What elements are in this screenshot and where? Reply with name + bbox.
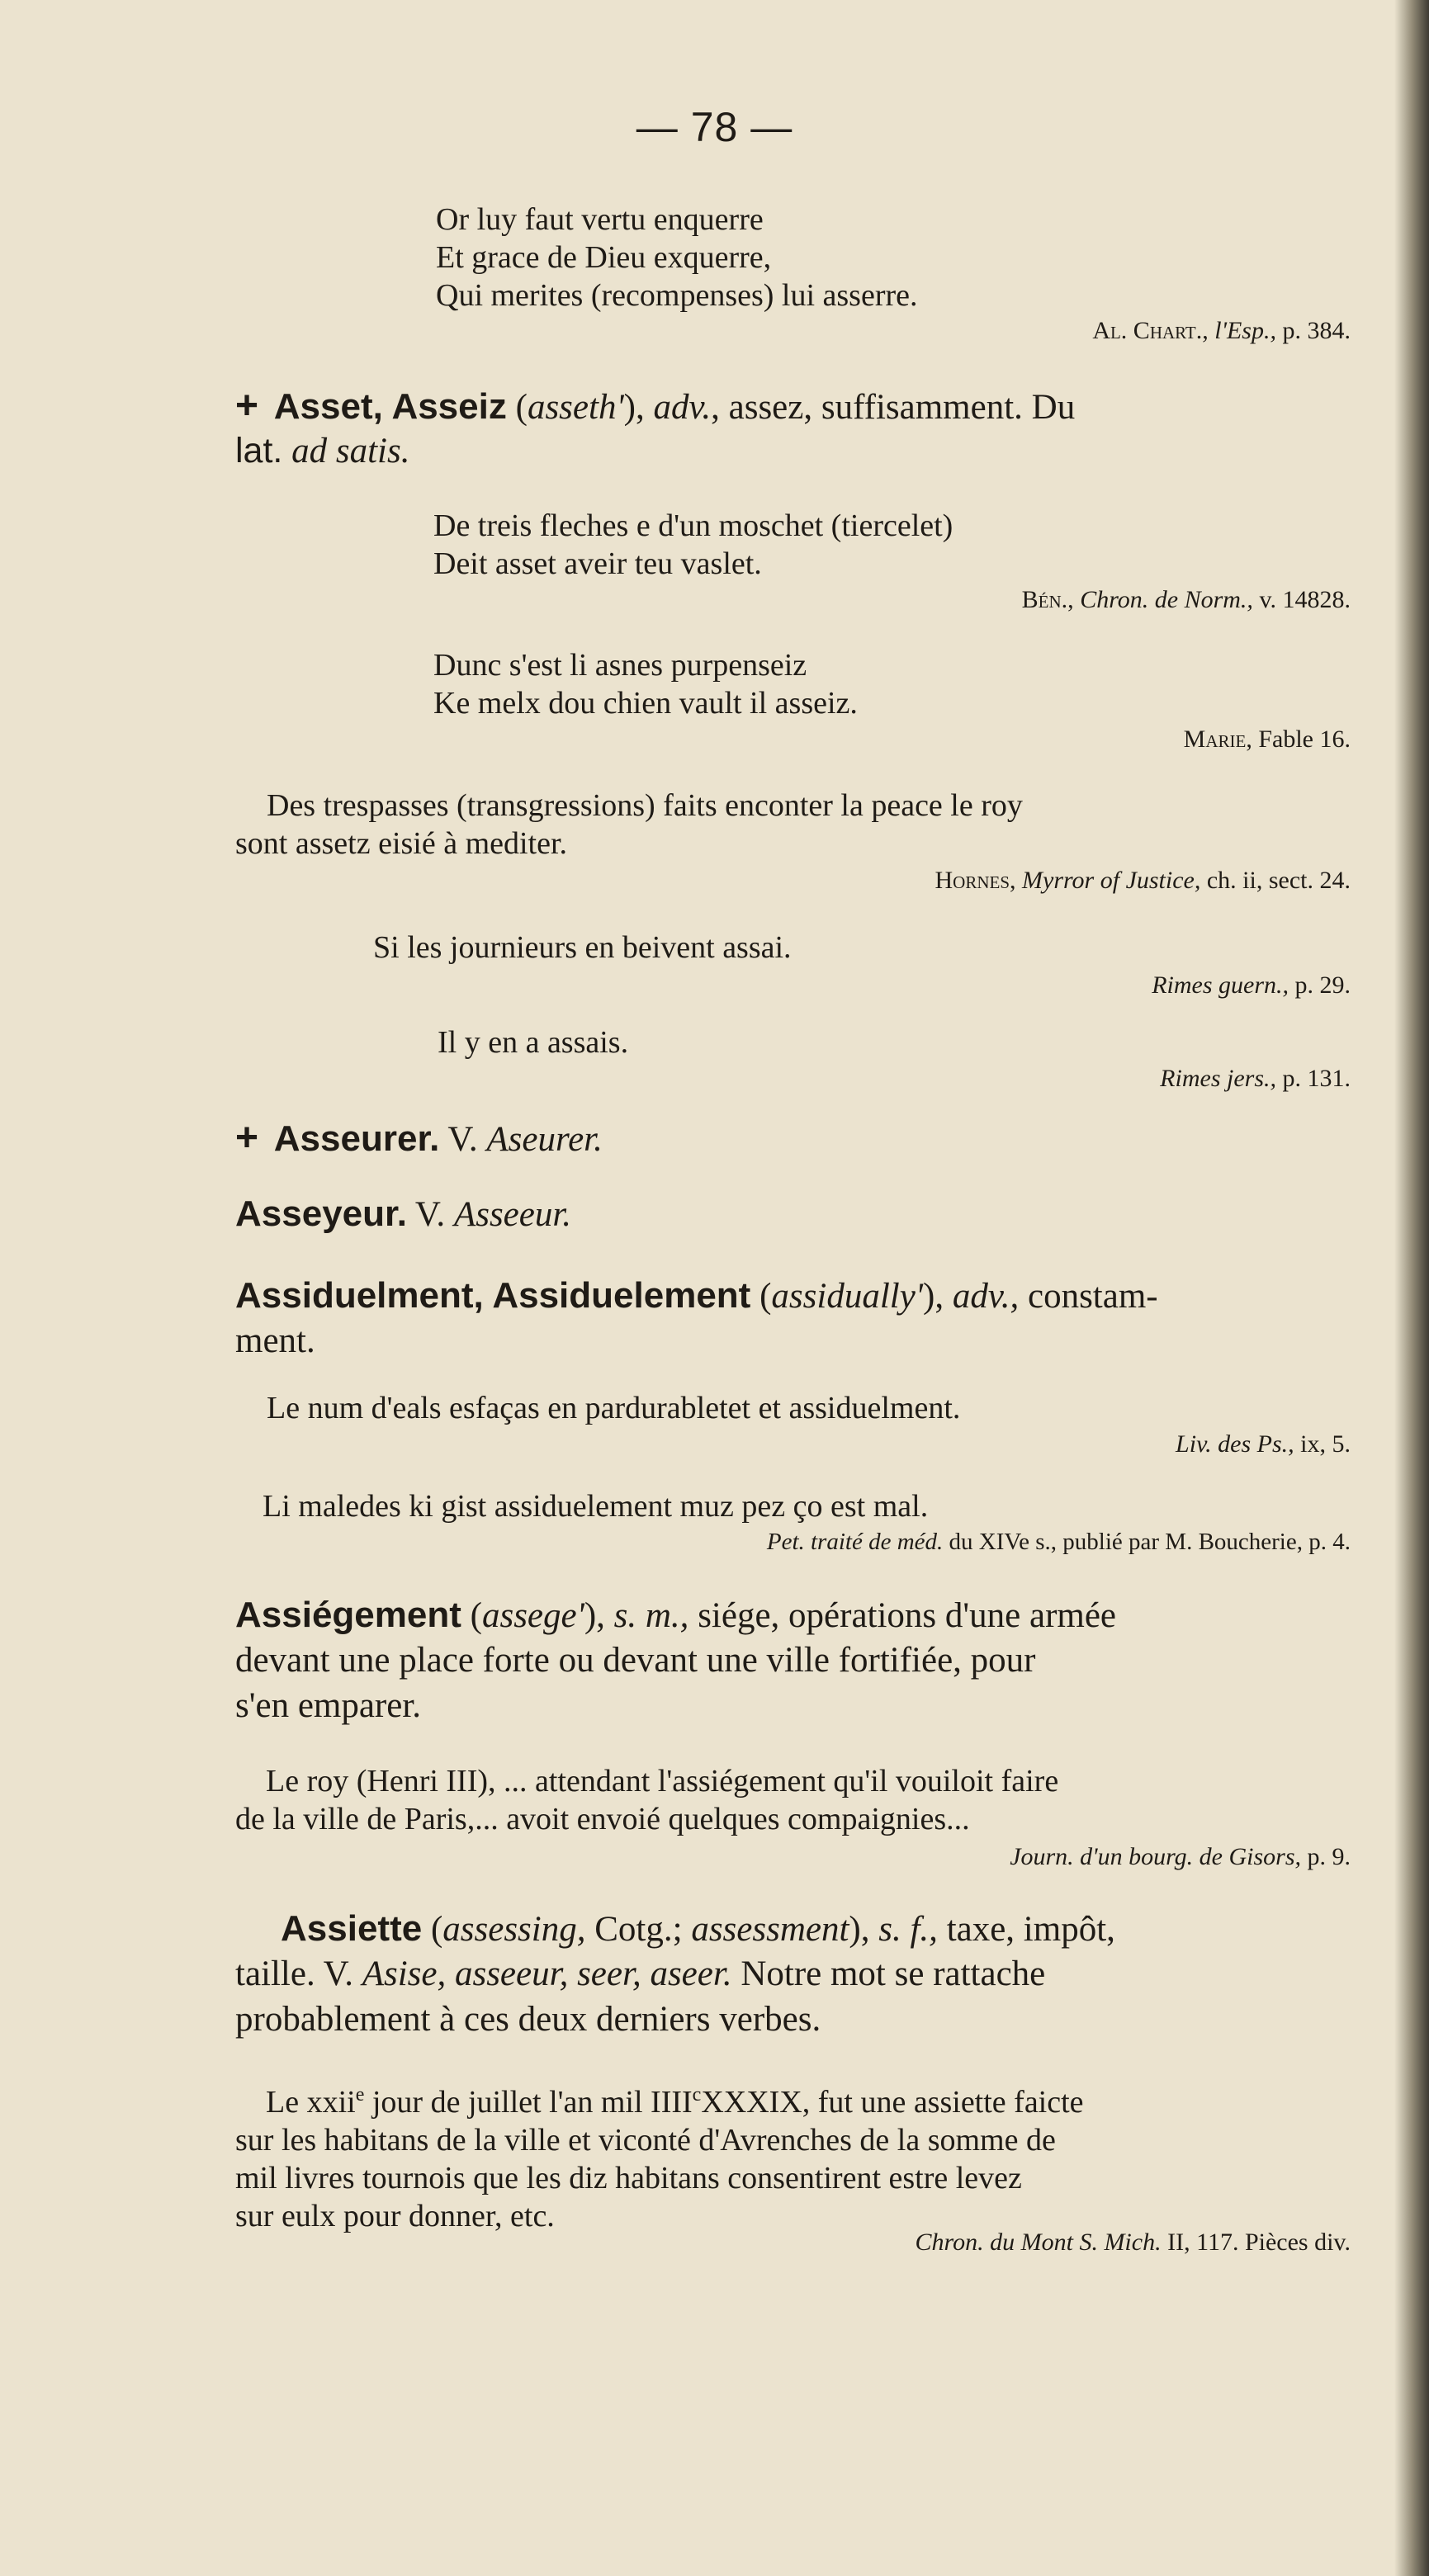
cross-reference: Aseurer.	[486, 1120, 603, 1159]
quote-text: jour de juillet l'an mil IIII	[371, 2085, 693, 2120]
cross-reference: Asise, asseeur, seer, aseer.	[362, 1954, 732, 1993]
source-journ-bourg	[1010, 1843, 1351, 1871]
quote-hornes	[235, 787, 1023, 863]
source-work: Myrror of Justice,	[1022, 867, 1201, 894]
cross-reference: Asseeur.	[453, 1195, 572, 1234]
quote-line: Ke melx dou chien vault il asseiz.	[433, 686, 858, 721]
quote-al-chart	[436, 201, 918, 314]
source-mont-st-mich	[916, 2229, 1351, 2257]
source-work: Rimes guern.,	[1152, 971, 1289, 999]
quote-line: Si les journieurs en beivent assai.	[373, 930, 792, 965]
entry-assiduelment-line2	[235, 1319, 315, 1364]
see-also: V.	[447, 1120, 478, 1159]
source-ref: p. 384.	[1282, 317, 1351, 344]
source-work: Pet. traité de méd.	[766, 1529, 944, 1555]
source-ref: p. 29.	[1294, 971, 1351, 999]
see-also: V.	[414, 1195, 446, 1234]
quote-line: sont assetz eisié à mediter.	[235, 826, 568, 861]
entry-assiduelment: Assiduelment, Assiduelement (assidually'), adv., constam-	[235, 1275, 1158, 1316]
entry-assiegement-line3	[235, 1684, 421, 1728]
quote-line: Et grace de Dieu exquerre,	[436, 240, 772, 275]
source-work: l'Esp.,	[1214, 317, 1276, 344]
entry-assiette-line2	[235, 1952, 1045, 1997]
quote-line: Des trespasses (transgressions) faits enconter la peace le roy	[267, 788, 1023, 823]
quote-ben	[433, 507, 953, 583]
entry-asseurer	[235, 1116, 603, 1162]
quote-line: de la ville de Paris,... avoit envoié quelques compaignies...	[235, 1802, 970, 1836]
definition: s'en emparer.	[235, 1686, 422, 1725]
headword: Assiduelment, Assiduelement	[235, 1275, 751, 1316]
superscript: c	[692, 2084, 702, 2106]
quote-mont-st-mich	[235, 2076, 1084, 2235]
entry-asseyeur	[235, 1192, 571, 1237]
quote-rimes-jers	[438, 1023, 628, 1061]
headword: Assiette	[281, 1908, 423, 1949]
entry-asset-line2	[235, 428, 410, 474]
source-author: Hornes,	[935, 867, 1016, 894]
superscript: e	[355, 2084, 365, 2106]
source-author: Bén.,	[1021, 586, 1074, 613]
page-number: — 78 —	[636, 104, 793, 150]
entry-assiette: Assiette (assessing, Cotg.; assessment), s. f., taxe, impôt,	[281, 1908, 1115, 1949]
source-work: Liv. des Ps.,	[1176, 1430, 1294, 1458]
cross-marker: +	[235, 1116, 259, 1160]
source-marie	[1184, 726, 1351, 754]
definition: devant une place forte ou devant une ville fortifiée, pour	[235, 1641, 1036, 1680]
quote-text: Le xxii	[266, 2085, 356, 2120]
grammar: adv.	[653, 388, 712, 427]
source-work: Rimes jers.,	[1160, 1065, 1276, 1092]
definition: taxe, impôt,	[946, 1910, 1115, 1949]
quote-liv-ps	[267, 1389, 960, 1427]
definition: , assez, suffisamment. Du	[711, 388, 1076, 427]
quote-line: Li maledes ki gist assiduelement muz pez ço est mal.	[263, 1489, 929, 1524]
source-ref: du XIVe s., publié par M. Boucherie, p. 4.	[949, 1529, 1351, 1555]
quote-line: sur eulx pour donner, etc.	[235, 2199, 555, 2233]
source-ref: v. 14828.	[1259, 586, 1351, 613]
quote-line	[266, 2076, 1084, 2121]
source-ref: Fable 16.	[1258, 726, 1351, 753]
headword: Asseyeur.	[235, 1193, 407, 1234]
quote-marie	[433, 646, 858, 722]
source-author: Marie,	[1183, 726, 1252, 753]
source-ref: ix, 5.	[1300, 1430, 1351, 1458]
etymology: asseth'	[527, 388, 624, 427]
definition: Notre mot se rattache	[741, 1954, 1046, 1993]
etymology: assege'	[481, 1596, 584, 1635]
source-work: Chron. de Norm.,	[1080, 586, 1253, 613]
quote-line: Deit asset aveir teu vaslet.	[433, 546, 762, 581]
quote-text: XXXIX, fut une assiette faicte	[701, 2085, 1084, 2120]
definition: ment.	[235, 1321, 315, 1360]
source-ben	[1022, 586, 1351, 614]
entry-asset: + Asset, Asseiz (asseth'), adv., assez, suffisamment. Du	[235, 384, 1076, 428]
quote-rimes-guern	[373, 929, 792, 967]
etymology: assessing,	[442, 1910, 586, 1949]
quote-pet-traite	[263, 1487, 928, 1525]
etymology-source: Cotg.;	[594, 1910, 683, 1949]
definition: lat.	[235, 431, 283, 470]
entry-assiegement: Assiégement (assege'), s. m., siége, opérations d'une armée	[235, 1595, 1117, 1635]
source-rimes-jers	[1160, 1065, 1351, 1093]
definition: constam-	[1027, 1277, 1158, 1316]
quote-line: Le num d'eals esfaças en pardurabletet et assiduelment.	[267, 1391, 961, 1425]
quote-line: Qui merites (recompenses) lui asserre.	[436, 278, 918, 313]
quote-line: Le roy (Henri III), ... attendant l'assiégement qu'il vouiloit faire	[266, 1764, 1059, 1798]
source-ref: p. 9.	[1307, 1843, 1351, 1870]
quote-line: Dunc s'est li asnes purpenseiz	[433, 648, 807, 683]
source-ref: p. 131.	[1282, 1065, 1351, 1092]
source-work: Journ. d'un bourg. de Gisors,	[1010, 1843, 1301, 1870]
definition: taille. V.	[235, 1954, 353, 1993]
source-ref: II, 117. Pièces div.	[1167, 2229, 1351, 2256]
quote-line: Il y en a assais.	[438, 1025, 629, 1060]
source-liv-ps	[1176, 1430, 1351, 1458]
entry-assiegement-line2	[235, 1638, 1036, 1683]
quote-line: De treis fleches e d'un moschet (tiercelet)	[433, 508, 953, 543]
source-ref: ch. ii, sect. 24.	[1206, 867, 1351, 894]
entry-assiette-line3	[235, 1997, 821, 2042]
definition: probablement à ces deux derniers verbes.	[235, 2000, 821, 2039]
source-pet-traite	[767, 1529, 1351, 1556]
page-edge-shadow	[1394, 0, 1429, 2576]
headword: Asset, Asseiz	[273, 386, 507, 427]
source-al-chart	[1092, 317, 1351, 345]
source-hornes	[935, 867, 1351, 895]
definition: siége, opérations d'une armée	[698, 1596, 1117, 1635]
source-rimes-guern	[1152, 971, 1351, 1000]
etymon: ad satis.	[291, 432, 410, 470]
quote-journ-bourg	[235, 1762, 1059, 1838]
quote-line: sur les habitans de la ville et viconté d'Avrenches de la somme de	[235, 2123, 1056, 2158]
quote-line: Or luy faut vertu enquerre	[436, 202, 764, 237]
source-author: Al. Chart.,	[1092, 317, 1209, 344]
source-work: Chron. du Mont S. Mich.	[915, 2229, 1162, 2256]
grammar: s. m.,	[613, 1596, 689, 1635]
headword: Assiégement	[235, 1595, 461, 1635]
etymology: assidually'	[771, 1277, 923, 1316]
grammar: adv.,	[952, 1277, 1020, 1316]
grammar: s. f.,	[878, 1910, 938, 1949]
etymology: assessment	[691, 1910, 849, 1949]
cross-marker: +	[235, 384, 259, 428]
headword: Asseurer.	[273, 1118, 440, 1159]
quote-line: mil livres tournois que les diz habitans consentirent estre levez	[235, 2161, 1022, 2196]
